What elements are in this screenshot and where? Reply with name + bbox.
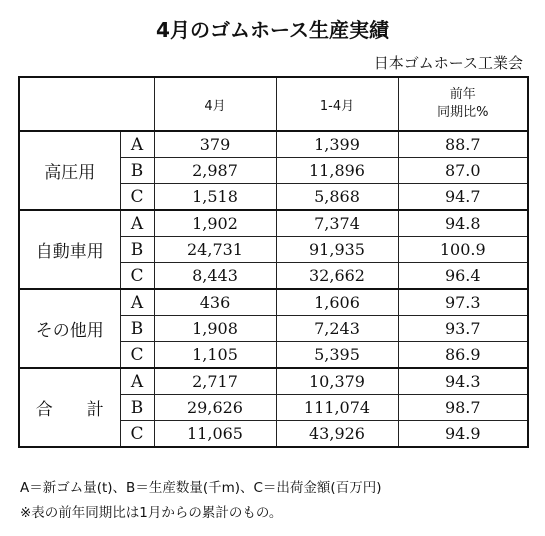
note-remark: ※表の前年同期比は1月からの累計のもの。 xyxy=(20,505,283,521)
ytd-value: 5,868 xyxy=(276,184,398,211)
month-value: 1,908 xyxy=(154,316,276,342)
header-ytd: 1-4月 xyxy=(276,77,398,131)
header-corner xyxy=(19,77,154,131)
ytd-value: 7,374 xyxy=(276,210,398,237)
table-row xyxy=(19,210,528,237)
sub-label: B xyxy=(120,158,154,184)
month-value: 2,717 xyxy=(154,368,276,395)
group-label: 高圧用 xyxy=(19,131,120,210)
ytd-value: 1,399 xyxy=(276,131,398,158)
ratio-value: 93.7 xyxy=(398,316,528,342)
production-table xyxy=(18,76,529,448)
ytd-value: 1,606 xyxy=(276,289,398,316)
ratio-value: 86.9 xyxy=(398,342,528,369)
group-label: 合 計 xyxy=(19,368,120,447)
ratio-value: 94.3 xyxy=(398,368,528,395)
month-value: 11,065 xyxy=(154,421,276,448)
header-month: 4月 xyxy=(154,77,276,131)
group-label: 自動車用 xyxy=(19,210,120,289)
month-value: 379 xyxy=(154,131,276,158)
sub-label: A xyxy=(120,368,154,395)
sub-label: A xyxy=(120,289,154,316)
ratio-value: 94.8 xyxy=(398,210,528,237)
table-row xyxy=(19,368,528,395)
sub-label: C xyxy=(120,184,154,211)
month-value: 29,626 xyxy=(154,395,276,421)
header-ratio-line2: 同期比% xyxy=(437,105,489,120)
header-ratio xyxy=(398,77,528,131)
sub-label: C xyxy=(120,342,154,369)
table-row xyxy=(19,289,528,316)
ytd-value: 32,662 xyxy=(276,263,398,290)
month-value: 436 xyxy=(154,289,276,316)
table-row xyxy=(19,131,528,158)
ytd-value: 7,243 xyxy=(276,316,398,342)
sub-label: A xyxy=(120,131,154,158)
ytd-value: 11,896 xyxy=(276,158,398,184)
header-ratio-line1: 前年 xyxy=(449,87,476,102)
notes xyxy=(20,476,381,526)
sub-label: B xyxy=(120,316,154,342)
ytd-value: 5,395 xyxy=(276,342,398,369)
ratio-value: 100.9 xyxy=(398,237,528,263)
ratio-value: 94.7 xyxy=(398,184,528,211)
month-value: 8,443 xyxy=(154,263,276,290)
sub-label: C xyxy=(120,421,154,448)
month-value: 24,731 xyxy=(154,237,276,263)
ytd-value: 10,379 xyxy=(276,368,398,395)
month-value: 1,105 xyxy=(154,342,276,369)
ratio-value: 88.7 xyxy=(398,131,528,158)
sub-label: B xyxy=(120,395,154,421)
ytd-value: 91,935 xyxy=(276,237,398,263)
ratio-value: 94.9 xyxy=(398,421,528,448)
month-value: 2,987 xyxy=(154,158,276,184)
ytd-value: 111,074 xyxy=(276,395,398,421)
sub-label: C xyxy=(120,263,154,290)
sub-label: A xyxy=(120,210,154,237)
month-value: 1,518 xyxy=(154,184,276,211)
source-label: 日本ゴムホース工業会 xyxy=(373,54,523,72)
header-row xyxy=(19,77,528,131)
month-value: 1,902 xyxy=(154,210,276,237)
ratio-value: 87.0 xyxy=(398,158,528,184)
ratio-value: 98.7 xyxy=(398,395,528,421)
group-label: その他用 xyxy=(19,289,120,368)
ratio-value: 96.4 xyxy=(398,263,528,290)
page-title: 4月のゴムホース生産実績 xyxy=(156,18,389,42)
ratio-value: 97.3 xyxy=(398,289,528,316)
ytd-value: 43,926 xyxy=(276,421,398,448)
note-legend: A＝新ゴム量(t)、B＝生産数量(千m)、C＝出荷金額(百万円) xyxy=(20,480,382,496)
sub-label: B xyxy=(120,237,154,263)
